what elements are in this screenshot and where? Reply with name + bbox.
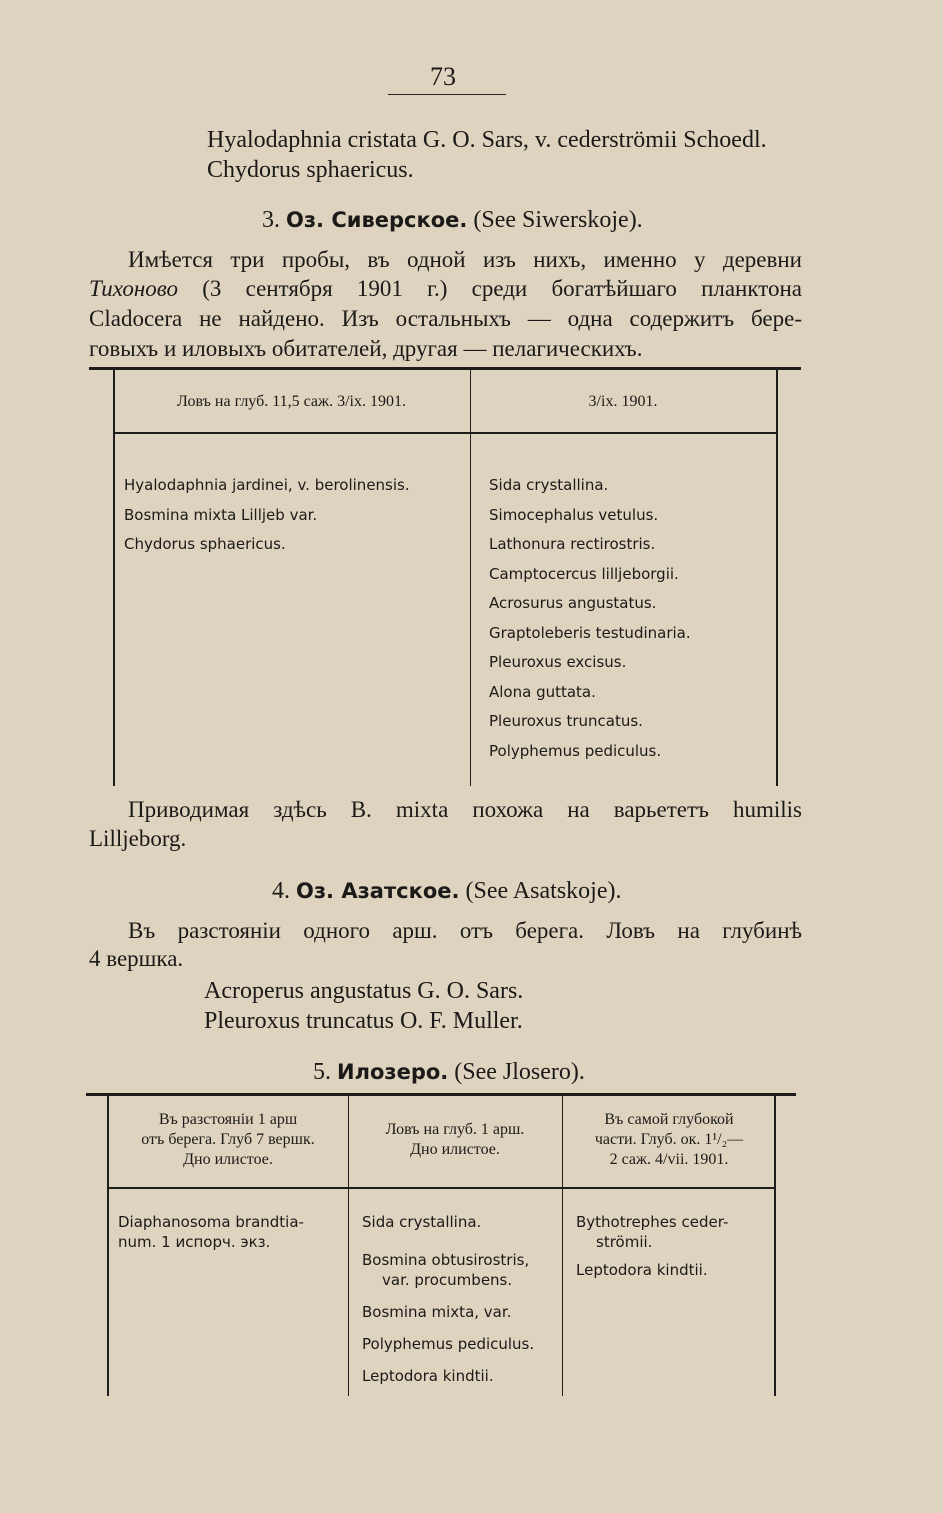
list-item: Pleuroxus truncatus. xyxy=(489,712,643,730)
table-1-header-rule xyxy=(114,432,776,434)
section-4-lake: Оз. Азатское. xyxy=(296,879,460,903)
header-line: части. Глуб. ок. 1¹/₂— xyxy=(594,1131,744,1148)
table-2-left-rule xyxy=(107,1096,109,1396)
section-4-heading xyxy=(272,878,621,905)
section-3-para-line-2-text: (3 сентября 1901 г.) среди богатѣйшаго планктона xyxy=(202,276,803,301)
list-item: Pleuroxus excisus. xyxy=(489,653,627,671)
section-3-para-line-1: Имѣется три пробы, въ одной изъ нихъ, именно у деревни xyxy=(128,247,802,272)
section-3-note-line-1: Приводимая здѣсь B. mixta похожа на варьететъ humilis xyxy=(128,797,802,822)
header-line: Дно илистое. xyxy=(410,1141,500,1158)
table-1-col-1 xyxy=(124,471,410,560)
table-2-header-1 xyxy=(110,1110,346,1170)
section-4-latin: (See Asatskoje). xyxy=(465,878,622,904)
section-4-para-line-2: 4 вершка. xyxy=(89,946,184,971)
village-name: Тихоново xyxy=(89,276,178,301)
header-line: 2 саж. 4/vii. 1901. xyxy=(609,1151,729,1168)
table-2-header-3 xyxy=(566,1110,772,1170)
list-item: strömii. xyxy=(596,1233,653,1251)
list-item: Bosmina mixta Lilljeb var. xyxy=(124,505,318,524)
list-item: Camptocercus lilljeborgii. xyxy=(489,564,679,583)
section-3-heading xyxy=(262,207,643,234)
section-5-number: 5. xyxy=(313,1059,331,1085)
header-line: Дно илистое. xyxy=(183,1151,273,1168)
table-1-mid-rule xyxy=(470,370,471,786)
list-item: num. 1 испорч. экз. xyxy=(118,1233,271,1251)
list-item: Sida crystallina. xyxy=(362,1213,482,1231)
list-item: Leptodora kindtii. xyxy=(362,1367,494,1385)
list-item: Hyalodaphnia jardinei, v. berolinensis. xyxy=(124,476,410,494)
list-item: Bythotrephes ceder- xyxy=(576,1213,729,1231)
list-item: Acrosurus angustatus. xyxy=(489,594,657,612)
section-3-number: 3. xyxy=(262,207,280,233)
table-2-right-rule xyxy=(774,1096,776,1396)
page-number-rule xyxy=(388,94,506,95)
section-3-latin: (See Siwerskoje). xyxy=(473,207,643,233)
table-2-header-2 xyxy=(350,1120,560,1160)
section-5-latin: (See Jlosero). xyxy=(454,1059,585,1085)
list-item: Polyphemus pediculus. xyxy=(362,1335,535,1353)
section-3-note-line-2: Lilljeborg. xyxy=(89,826,187,851)
table-2-col-3 xyxy=(576,1212,728,1280)
list-item: Chydorus sphaericus. xyxy=(124,535,286,553)
list-item: Lathonura rectirostris. xyxy=(489,535,656,553)
table-2-col-1 xyxy=(118,1212,304,1252)
header-line: отъ берега. Глуб 7 вершк. xyxy=(141,1131,315,1148)
section-4-species-1: Acroperus angustatus G. O. Sars. xyxy=(204,978,524,1004)
header-line: Ловъ на глуб. 1 арш. xyxy=(385,1121,525,1138)
list-item: Simocephalus vetulus. xyxy=(489,505,659,524)
table-1-header-2: 3/ix. 1901. xyxy=(588,393,658,410)
section-3-para-line-4: говыхъ и иловыхъ обитателей, другая — пелагическихъ. xyxy=(89,336,643,361)
table-1-right-rule xyxy=(776,370,778,786)
list-item: Bosmina mixta, var. xyxy=(362,1303,512,1321)
list-item: Graptoleberis testudinaria. xyxy=(489,623,691,642)
section-3-lake: Оз. Сиверское. xyxy=(286,208,468,232)
intro-species-2: Chydorus sphaericus. xyxy=(207,157,414,183)
section-5-heading xyxy=(313,1059,585,1086)
list-item: Diaphanosoma brandtia- xyxy=(118,1213,304,1231)
section-4-species-2: Pleuroxus truncatus O. F. Muller. xyxy=(204,1008,523,1034)
intro-species-1: Hyalodaphnia cristata G. O. Sars, v. cederströmii Schoedl. xyxy=(207,127,767,153)
section-4-para-line-1: Въ разстояніи одного арш. отъ берега. Ловъ на глубинѣ xyxy=(128,918,802,943)
table-2-col-2 xyxy=(362,1212,534,1386)
header-line: Въ разстояніи 1 арш xyxy=(158,1111,298,1128)
list-item: var. procumbens. xyxy=(382,1271,513,1289)
page-number: 73 xyxy=(430,62,456,91)
section-4-number: 4. xyxy=(272,878,290,904)
table-2-header-rule xyxy=(108,1187,774,1189)
list-item: Alona guttata. xyxy=(489,682,596,701)
section-5-lake: Илозеро. xyxy=(337,1060,449,1084)
list-item: Polyphemus pediculus. xyxy=(489,741,662,760)
table-1-top-rule xyxy=(89,367,801,370)
section-3-para-line-3: Cladocera не найдено. Изъ остальныхъ — одна содержитъ бере- xyxy=(89,306,802,331)
list-item: Leptodora kindtii. xyxy=(576,1261,708,1279)
list-item: Sida crystallina. xyxy=(489,476,609,494)
header-line: Въ самой глубокой xyxy=(604,1111,734,1128)
table-2-mid-rule-1 xyxy=(348,1096,349,1396)
table-2-mid-rule-2 xyxy=(562,1096,563,1396)
table-2-top-rule xyxy=(86,1093,796,1096)
table-1-left-rule xyxy=(113,370,115,786)
list-item: Bosmina obtusirostris, xyxy=(362,1251,530,1269)
section-3-para-line-2 xyxy=(89,276,802,302)
table-1-header-1: Ловъ на глуб. 11,5 саж. 3/ix. 1901. xyxy=(177,393,406,410)
table-1-col-2 xyxy=(489,471,691,766)
